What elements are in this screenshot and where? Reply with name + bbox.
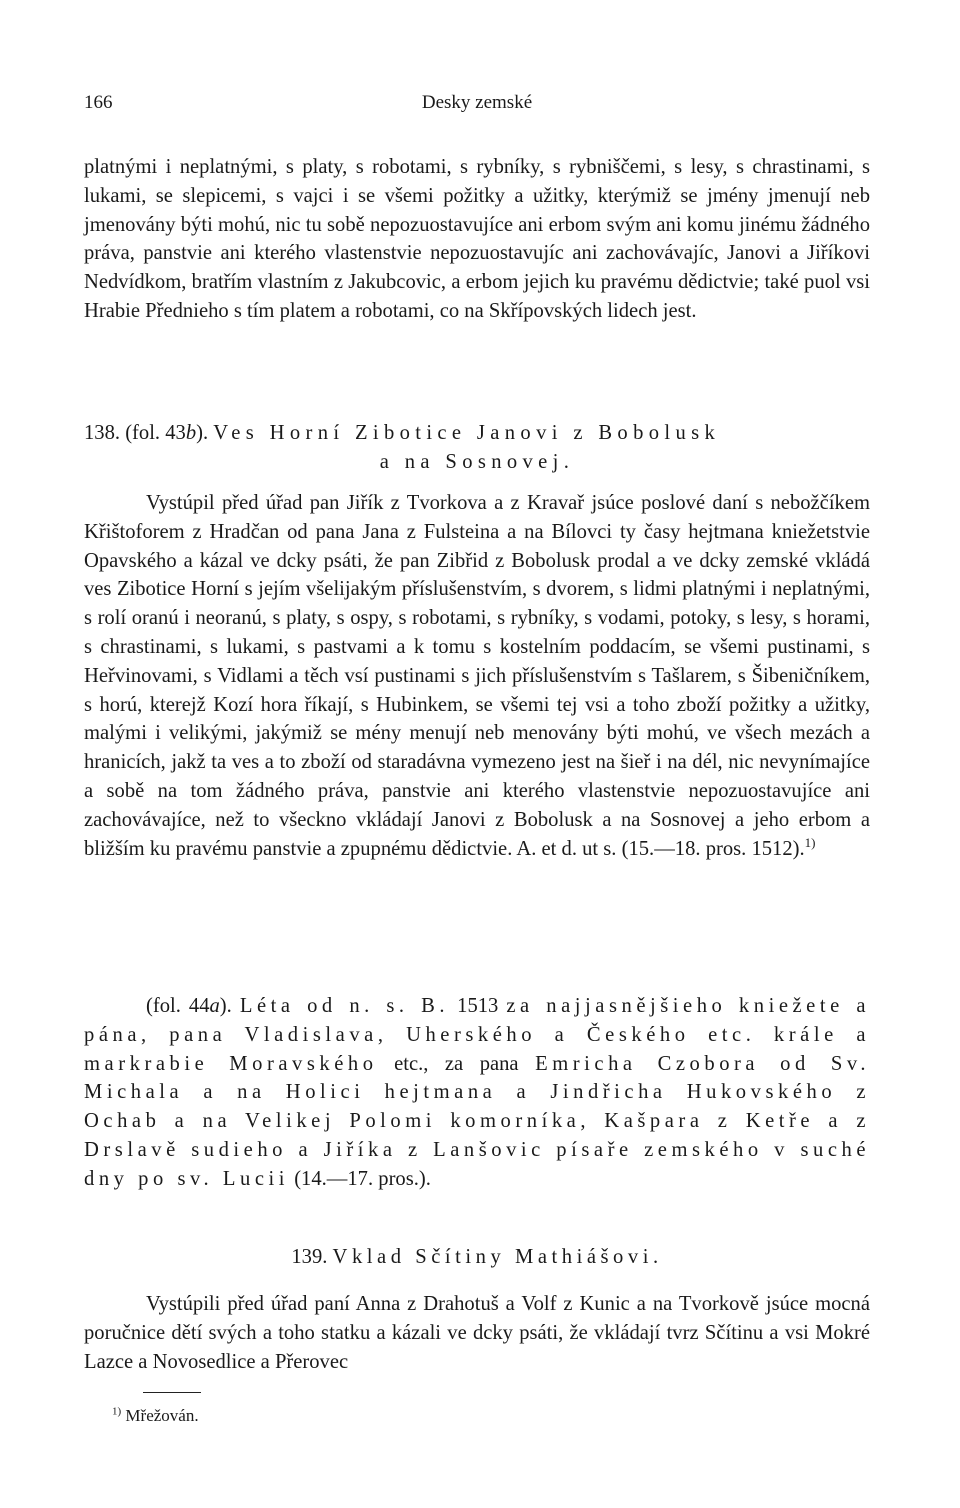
entry-139-title: Vklad Sčítiny Mathiášovi.	[332, 1246, 663, 1268]
footnote-marker: 1)	[112, 1405, 122, 1418]
footnote-text: Mřežován.	[125, 1406, 199, 1425]
entry-139-heading	[84, 1243, 870, 1272]
paragraph-continuation: platnými i neplatnými, s platy, s robotami, s rybníky, s rybniščemi, s lesy, s chrastinami, s lukami, se slepicemi, s vajci i se všemi požitky a užitky, kterýmiž se jmény jmenují neb jmenovány býti mohú, nic tu sobě nepozuostavujíce ani erbom svým ani komu jinému žádného práva, panstvie ani kterého vlastenstvie nepozuostavujíc ani zachovávajíc, Janovi a Jiříkovi Nedvídkom, bratřím vlastním z Jakubcovic, a erbom jejich ku pravému dědictvie; také puol vsi Hrabie Přednieho s tím platem a robotami, co na Skřípovských lidech jest.	[84, 156, 870, 322]
page-number: 166	[84, 92, 113, 113]
entry-138-title-line2: a na Sosnovej.	[379, 451, 575, 473]
entry-138-title-line1: Ves Horní Zibotice Janovi z Bobolusk	[213, 422, 721, 444]
page-header	[84, 92, 870, 118]
footnote-divider	[143, 1392, 201, 1393]
footnote-reference: 1)	[804, 834, 816, 850]
folio-44a: (fol. 44a).	[146, 995, 232, 1017]
paragraph-entry-138: Vystúpil před úřad pan Jiřík z Tvorkova a z Kravař jsúce poslové daní s nebožčíkem Křištoforem z Hradčan od pana Jana z Fulsteina a na Bílovci ty časy hejtmana kniežetstvie Opavského a kázal ve dcky psáti, že pan Zibřid z Bobolusk prodal a ve dcky zemské vkládá ves Zibotice Horní s jejím všelijakým příslušenstvím, s dvorem, s lidmi platnými i neplatnými, s rolí oranú i neoranú, s platy, s ospy, s robotami, s rybníky, s vodami, potoky, s lesy, s horami, s chrastinami, s lukami, s pastvami a k tomu s kostelním poddacím, se všemi pustinami, s Heřvinovami, s Vidlami a těch vsí pustinami s jich příslušenstvím s Tašlarem, s Šibeničníkem, s horú, kterejž Kozí hora říkají, s Hubinkem, se všemi tej vsi a toho zboží požitky a užitky, malými i velikými, jakýmiž se mény menují neb menovány býti mohú, ve všech mezách a hranicích, jakž ta ves a to zboží od staradávna vymezeno jest na šieř i na dél, nic nevynímajíce a sobě na tom žádného práva, panstvie ani kterého vlastenstvie nepozuostavujíce ani zachovávajíce, než to všeckno vkládají Janovi z Bobolusk a na Sosnovej a jeho erbom a bližším ku pravému panstvie a zpupnému dědictvie. A. et d. ut s. (15.—18. pros. 1512).$^{1)}$	[84, 492, 870, 860]
entry-138-folio: (fol. 43b).	[125, 422, 209, 444]
footnote	[112, 1404, 199, 1428]
running-title: Desky zemské	[421, 92, 533, 113]
entry-139-number: 139.	[291, 1246, 328, 1268]
entry-138-number: 138.	[84, 422, 121, 444]
paragraph-entry-139: Vystúpili před úřad paní Anna z Drahotuš a Volf z Kunic a na Tvorkově jsúce mocná poručnice dětí svých a toho statku a kázali ve dcky psáti, že vkládají tvrz Sčítinu a vsi Mokré Lazce a Novosedlice a Přerovec	[84, 1293, 870, 1373]
entry-138-heading	[84, 419, 870, 477]
paragraph-dating: (fol. 44a). Léta od n. s. B. 1513 za najjasnějšieho kniežete a pána, pana Vladislava, Uherského a Českého etc. krále a markrabie Moravského etc., za pana Emricha Czobora od Sv. Michala a na Holici hejtmana a Jindřicha Hukovského z Ochab a na Velikej Polomi komorníka, Kašpara z Ketře a z Drslavě sudieho a Jiříka z Lanšovic písaře zemského v suché dny po sv. Lucii (14.—17. pros.).	[84, 995, 871, 1190]
